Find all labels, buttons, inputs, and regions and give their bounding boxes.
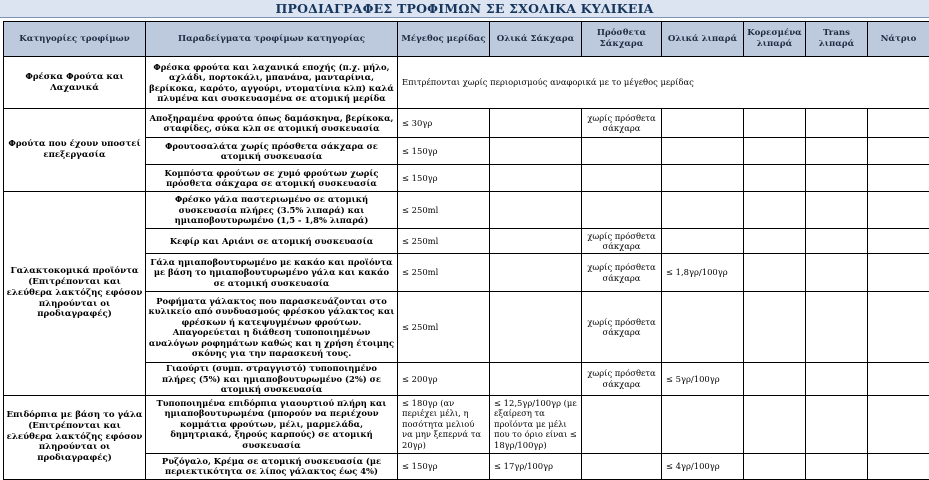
trans-fat-cell	[806, 165, 868, 192]
saturated-fat-cell	[744, 395, 806, 453]
example-cell: Φρουτοσαλάτα χωρίς πρόσθετα σάκχαρα σε ατομική συσκευασία	[146, 138, 398, 165]
total-fat-cell: ≤ 1,8γρ/100γρ	[662, 254, 744, 292]
portion-cell: ≤ 150γρ	[398, 165, 490, 192]
example-cell: Ροφήματα γάλακτος που παρασκευάζονται στο κυλικείο από συνδυασμούς φρέσκου γάλακτος και φρέσκων ή κατεψυγμένων φρούτων. Απαγορεύεται η διάθεση τυποποιημένων αναλόγων ροφημάτων καθώς και η χρήση έτοιμης σκόνης για την παρασκευή τους.	[146, 292, 398, 363]
sodium-cell	[868, 395, 929, 453]
saturated-fat-cell	[744, 453, 806, 479]
saturated-fat-cell	[744, 109, 806, 138]
added-sugars-cell	[582, 453, 662, 479]
total-fat-cell	[662, 165, 744, 192]
example-cell: Τυποποιημένα επιδόρπια γιαουρτιού πλήρη και ημιαποβουτυρωμένα (μπορούν να περιέχουν κομμάτια φρούτων, μέλι, μαρμελάδα, δημητριακά, ξηρούς καρπούς) σε ατομική συσκευασία	[146, 395, 398, 453]
added-sugars-cell	[582, 138, 662, 165]
portion-cell: ≤ 250ml	[398, 254, 490, 292]
added-sugars-cell	[582, 395, 662, 453]
portion-cell: ≤ 250ml	[398, 292, 490, 363]
example-cell: Γάλα ημιαποβουτυρωμένο με κακάο και προϊόντα με βάση το ημιαποβουτυρωμένο γάλα και κακάο σε ατομική συσκευασία	[146, 254, 398, 292]
added-sugars-cell: χωρίς πρόσθετα σάκχαρα	[582, 254, 662, 292]
example-cell: Γιαούρτι (συμπ. στραγγιστό) τυποποιημένο πλήρες (5%) και ημιαποβουτυρωμένο (2%) σε ατομική συσκευασία	[146, 363, 398, 396]
portion-cell: ≤ 30γρ	[398, 109, 490, 138]
total-fat-cell	[662, 229, 744, 254]
example-cell: Ρυζόγαλο, Κρέμα σε ατομική συσκευασία (με περιεκτικότητα σε λίπος γάλακτος έως 4%)	[146, 453, 398, 479]
trans-fat-cell	[806, 453, 868, 479]
header-examples: Παραδείγματα τροφίμων κατηγορίας	[146, 22, 398, 57]
total-fat-cell	[662, 138, 744, 165]
category-cell: Γαλακτοκομικά προϊόντα (Επιτρέπονται και ελεύθερα λακτόζης εφόσον πληρούνται οι προδιαγραφές)	[4, 192, 146, 396]
sodium-cell	[868, 192, 929, 229]
sodium-cell	[868, 138, 929, 165]
header-total-sugars: Ολικά Σάκχαρα	[490, 22, 582, 57]
sodium-cell	[868, 254, 929, 292]
header-saturated-fat: Κορεσμένα λιπαρά	[744, 22, 806, 57]
header-category: Κατηγορίες τροφίμων	[4, 22, 146, 57]
sodium-cell	[868, 292, 929, 363]
sodium-cell	[868, 453, 929, 479]
saturated-fat-cell	[744, 192, 806, 229]
header-trans-fat: Trans λιπαρά	[806, 22, 868, 57]
total-fat-cell	[662, 395, 744, 453]
table-row	[4, 192, 929, 229]
header-row	[4, 22, 929, 57]
example-cell: Κομπόστα φρούτων σε χυμό φρούτων χωρίς πρόσθετα σάκχαρα σε ατομική συσκευασία	[146, 165, 398, 192]
table-row	[4, 109, 929, 138]
saturated-fat-cell	[744, 254, 806, 292]
example-cell: Αποξηραμένα φρούτα όπως δαμάσκηνα, βερίκοκα, σταφίδες, σύκα κλπ σε ατομική συσκευασία	[146, 109, 398, 138]
added-sugars-cell: χωρίς πρόσθετα σάκχαρα	[582, 292, 662, 363]
page-title: ΠΡΟΔΙΑΓΡΑΦΕΣ ΤΡΟΦΙΜΩΝ ΣΕ ΣΧΟΛΙΚΑ ΚΥΛΙΚΕΙΑ	[0, 0, 929, 18]
header-portion: Μέγεθος μερίδας	[398, 22, 490, 57]
total-sugars-cell	[490, 254, 582, 292]
portion-cell: ≤ 150γρ	[398, 453, 490, 479]
category-cell: Φρούτα που έχουν υποστεί επεξεργασία	[4, 109, 146, 192]
portion-cell: ≤ 150γρ	[398, 138, 490, 165]
trans-fat-cell	[806, 229, 868, 254]
header-sodium: Νάτριο	[868, 22, 929, 57]
total-sugars-cell	[490, 292, 582, 363]
header-added-sugars: Πρόσθετα Σάκχαρα	[582, 22, 662, 57]
sodium-cell	[868, 165, 929, 192]
total-sugars-cell	[490, 192, 582, 229]
total-sugars-cell	[490, 138, 582, 165]
example-cell: Φρέσκα φρούτα και λαχανικά εποχής (π.χ. μήλο, αχλάδι, πορτοκάλι, μπανάνα, μανταρίνια, βερίκοκα, καρότο, αγγούρι, ντοματίνια κλπ) καλά πλυμένα και συσκευασμένα σε ατομική μερίδα	[146, 57, 398, 109]
table-row	[4, 395, 929, 453]
saturated-fat-cell	[744, 165, 806, 192]
total-sugars-cell	[490, 109, 582, 138]
example-cell: Φρέσκο γάλα παστεριωμένο σε ατομική συσκευασία πλήρες (3.5% λιπαρά) και ημιαποβουτυρωμένο (1,5 - 1,8% λιπαρά)	[146, 192, 398, 229]
total-fat-cell	[662, 292, 744, 363]
portion-cell: ≤ 200γρ	[398, 363, 490, 396]
food-specifications-table	[3, 21, 929, 480]
saturated-fat-cell	[744, 292, 806, 363]
portion-cell: ≤ 250ml	[398, 229, 490, 254]
saturated-fat-cell	[744, 229, 806, 254]
total-fat-cell: ≤ 5γρ/100γρ	[662, 363, 744, 396]
added-sugars-cell: χωρίς πρόσθετα σάκχαρα	[582, 229, 662, 254]
table-row	[4, 57, 929, 109]
saturated-fat-cell	[744, 138, 806, 165]
total-fat-cell: ≤ 4γρ/100γρ	[662, 453, 744, 479]
added-sugars-cell	[582, 165, 662, 192]
portion-cell: ≤ 180γρ (αν περιέχει μέλι, η ποσότητα μελιού να μην ξεπερνά τα 20γρ)	[398, 395, 490, 453]
total-fat-cell	[662, 109, 744, 138]
total-sugars-cell: ≤ 17γρ/100γρ	[490, 453, 582, 479]
added-sugars-cell: χωρίς πρόσθετα σάκχαρα	[582, 109, 662, 138]
trans-fat-cell	[806, 254, 868, 292]
trans-fat-cell	[806, 292, 868, 363]
total-fat-cell	[662, 192, 744, 229]
sodium-cell	[868, 229, 929, 254]
added-sugars-cell: χωρίς πρόσθετα σάκχαρα	[582, 363, 662, 396]
total-sugars-cell	[490, 363, 582, 396]
trans-fat-cell	[806, 192, 868, 229]
note-cell: Επιτρέπονται χωρίς περιορισμούς αναφορικά με το μέγεθος μερίδας	[398, 57, 929, 109]
sodium-cell	[868, 109, 929, 138]
category-cell: Φρέσκα Φρούτα και Λαχανικά	[4, 57, 146, 109]
trans-fat-cell	[806, 395, 868, 453]
sodium-cell	[868, 363, 929, 396]
trans-fat-cell	[806, 363, 868, 396]
trans-fat-cell	[806, 138, 868, 165]
saturated-fat-cell	[744, 363, 806, 396]
added-sugars-cell	[582, 192, 662, 229]
total-sugars-cell	[490, 229, 582, 254]
portion-cell: ≤ 250ml	[398, 192, 490, 229]
total-sugars-cell: ≤ 12,5γρ/100γρ (με εξαίρεση τα προϊόντα με μέλι που το όριο είναι ≤ 18γρ/100γρ)	[490, 395, 582, 453]
example-cell: Κεφίρ και Αριάνι σε ατομική συσκευασία	[146, 229, 398, 254]
total-sugars-cell	[490, 165, 582, 192]
header-total-fat: Ολικά λιπαρά	[662, 22, 744, 57]
trans-fat-cell	[806, 109, 868, 138]
category-cell: Επιδόρπια με βάση το γάλα (Επιτρέπονται και ελεύθερα λακτόζης εφόσον πληρούνται οι προδιαγραφές)	[4, 395, 146, 479]
